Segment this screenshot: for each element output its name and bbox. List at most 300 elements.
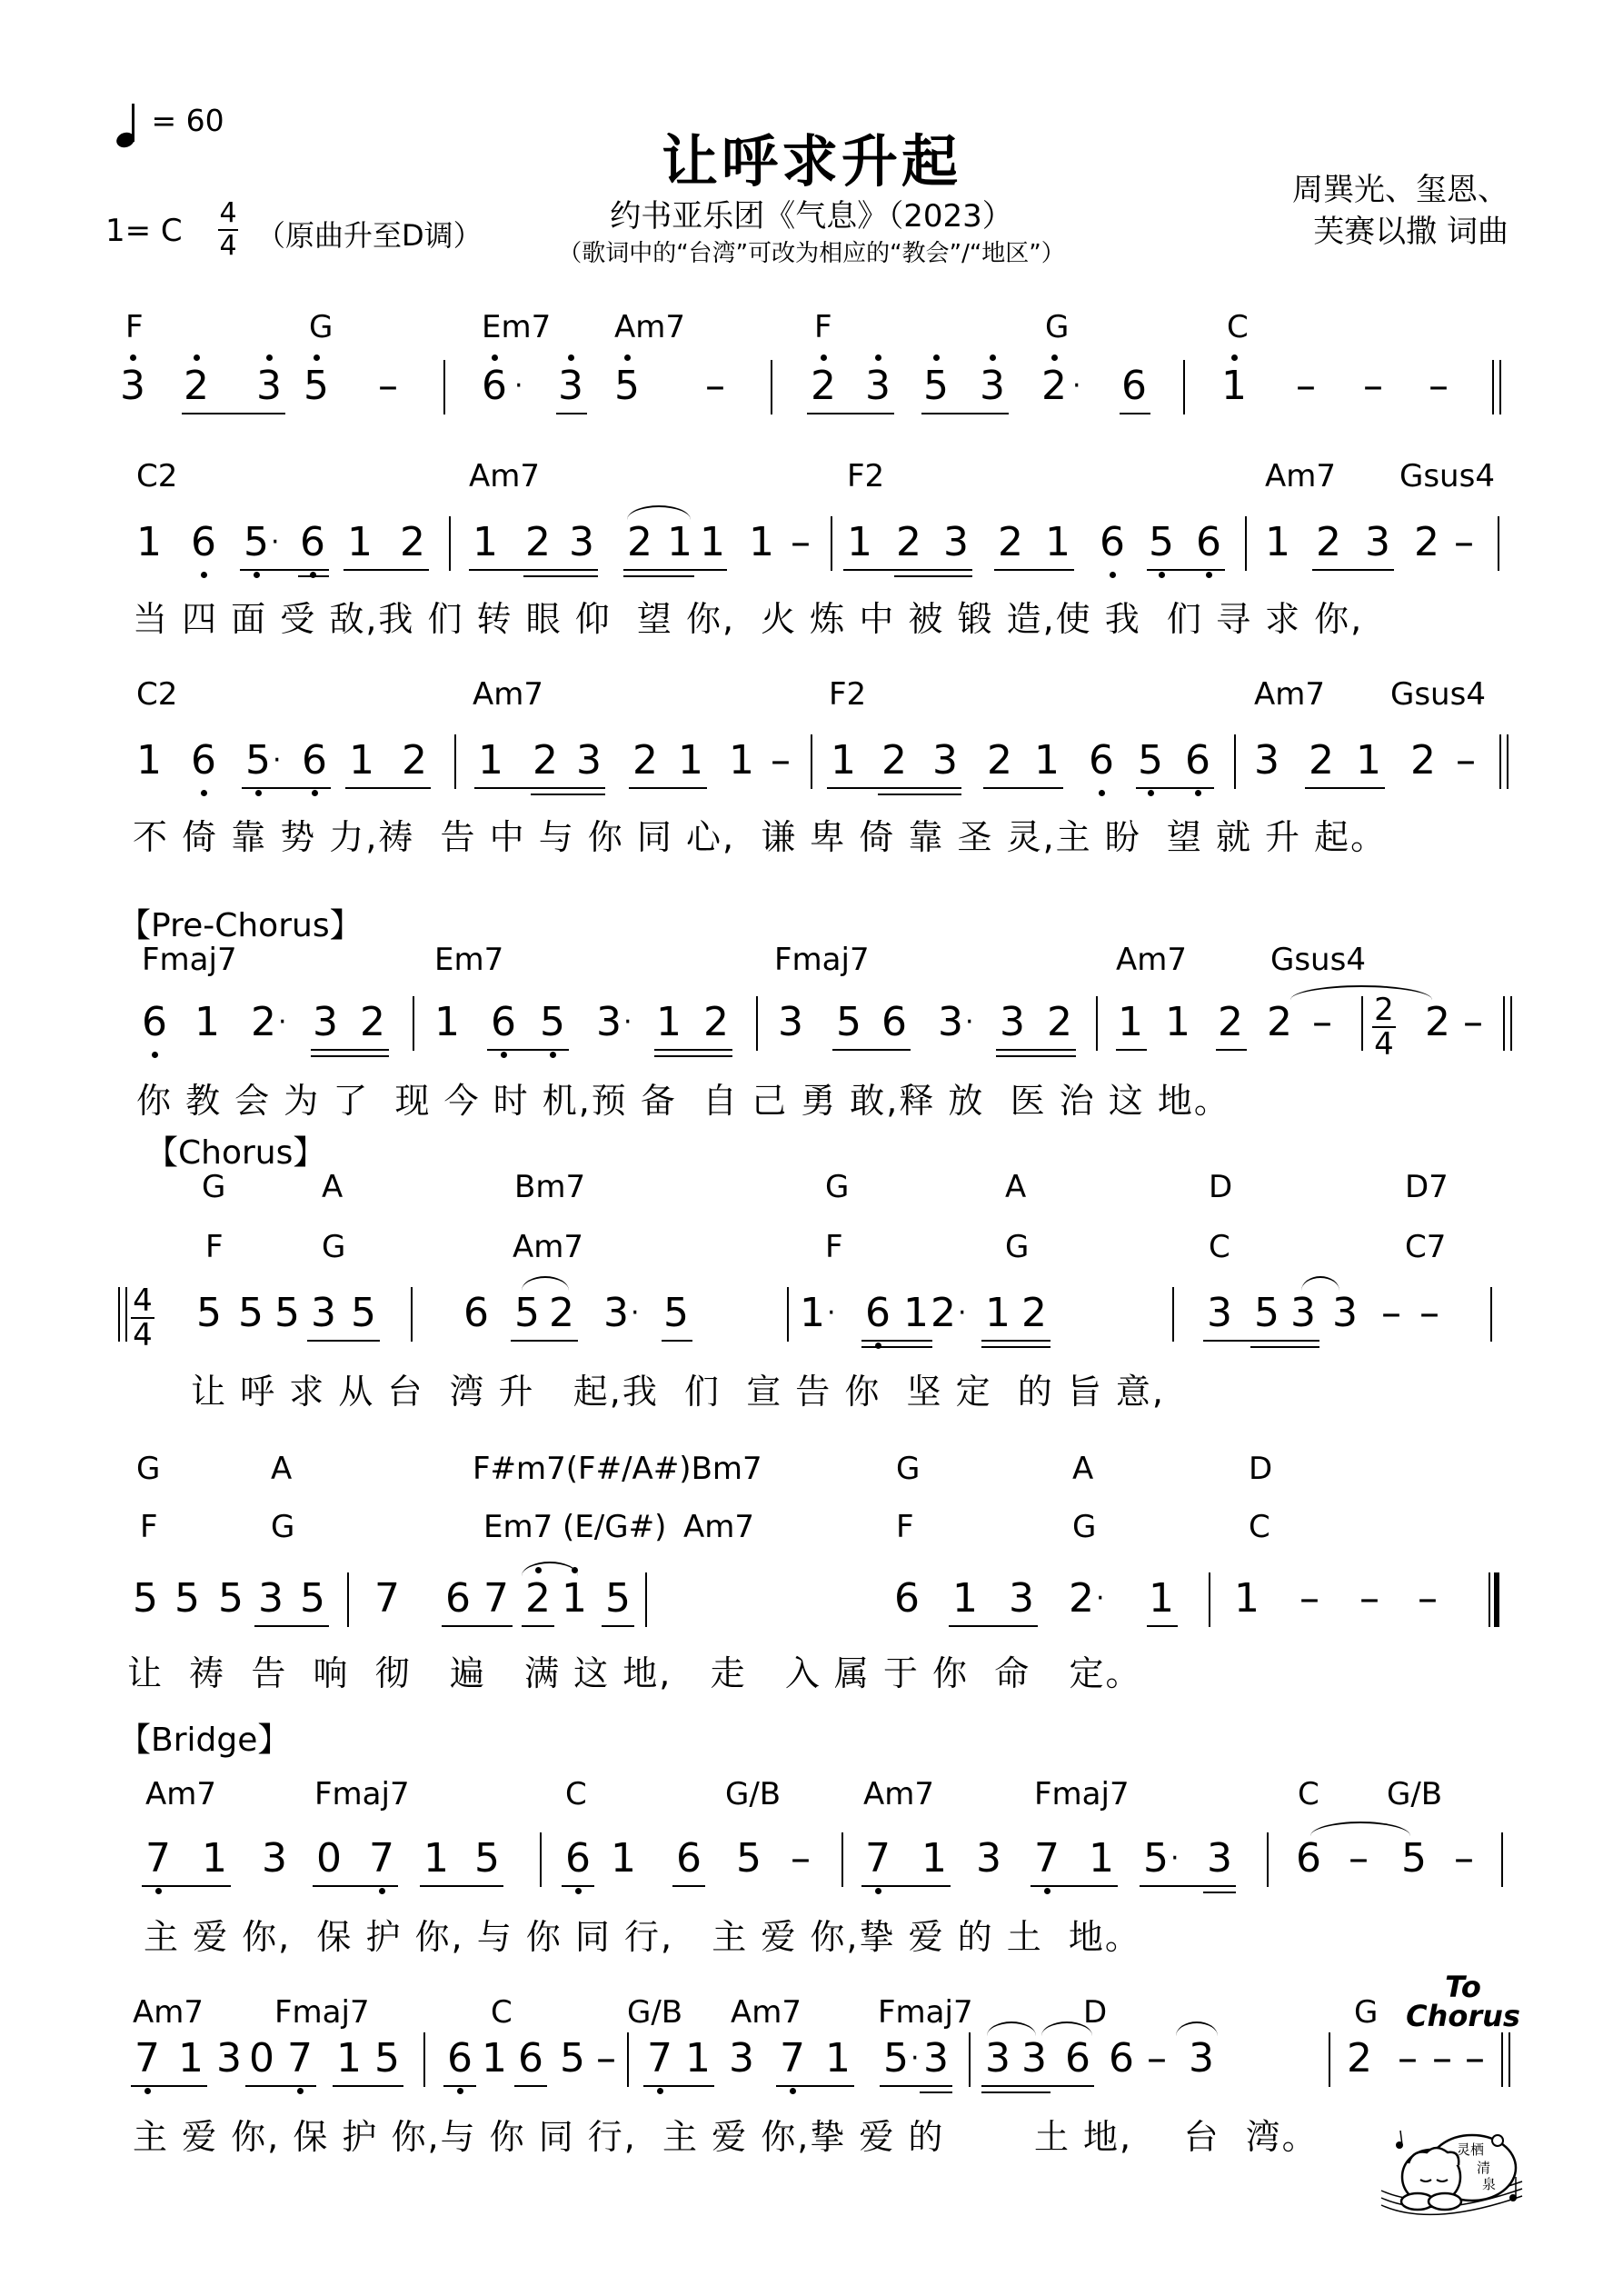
sustain-dash: – [791,1835,811,1882]
note: 0 [316,1835,342,1882]
note: 1 [347,519,373,565]
note: 1 [700,519,725,565]
credits-line-1: 周巽光、玺恩、 [1292,172,1508,208]
note: 5 [736,1835,762,1882]
lyric-syllable: 不 倚 靠 势 力,祷 告 中 与 你 同 心, 谦 卑 倚 靠 圣 灵,主 盼 望 就 升 起。 [133,817,1388,857]
beam-underline [623,575,694,577]
sustain-dash: – [1147,2035,1167,2081]
note: 1 [194,999,220,1045]
chord-symbol: Am7 [683,1509,755,1545]
octave-down-dot [1148,790,1154,796]
note: 3 [554,364,587,409]
note: 5 [1401,1835,1427,1882]
key-signature: 1= C [105,213,183,249]
note: 6 [894,1575,920,1622]
sustain-dash: – [1429,363,1449,409]
chord-symbol: Am7 [1254,676,1326,713]
chord-symbol: Em7 [434,942,504,978]
chord-symbol: G [271,1509,295,1545]
sustain-dash: – [1419,1290,1439,1336]
note: 1 [831,737,856,784]
lyric-syllable: 主 爱 你, 保 护 你, 与 你 同 行, 主 爱 你,挚 爱 的 土 地。 [144,1917,1141,1957]
chord-symbol: Fmaj7 [314,1776,410,1812]
beam-underline [307,1340,380,1342]
chord-symbol: G [1072,1509,1097,1545]
beam-underline [511,1340,578,1342]
note: 6 [463,1290,489,1336]
beam-underline [1250,1346,1319,1348]
barline [1329,2032,1330,2087]
octave-down-dot [1044,1888,1050,1894]
note: 3 [313,999,338,1045]
note: 2 [1414,519,1439,565]
note: 5 [1143,1835,1169,1882]
lyric-note: （歌词中的“台湾”可改为相应的“教会”/“地区”） [558,240,1065,267]
barline [1209,1572,1210,1627]
augmentation-dot: · [958,1297,967,1329]
barline [1234,734,1236,789]
note: 6 [1109,2035,1134,2081]
beam-underline [1305,787,1385,789]
note: 5 [514,1290,540,1336]
note: 6 [296,520,329,565]
chord-symbol: G [309,309,334,345]
barline [756,996,758,1051]
note: 7 [861,1836,894,1882]
note: 1 [558,1576,591,1622]
note: 3 [976,1835,1001,1882]
chord-symbol: F2 [847,458,885,494]
chord-symbol: Fmaj7 [878,1994,973,2031]
note: 2 [1410,737,1436,784]
note: 3 [1365,519,1390,565]
beam-underline [807,413,894,414]
note: 7 [131,2036,164,2081]
note: 7 [1031,1836,1063,1882]
note: 2 [998,519,1023,565]
sheep-logo-icon [1377,2127,1531,2227]
chord-symbol: C2 [136,676,178,713]
note: 1 [749,519,774,565]
credits [1245,169,1508,253]
beam-underline [1203,1892,1236,1893]
beam-underline [562,1885,594,1887]
note: 2 [1267,999,1292,1045]
note: 5 [351,1290,376,1336]
note: 3 [258,1575,284,1622]
octave-up-dot [1051,354,1058,361]
chord-symbol: Bm7 [514,1169,586,1205]
note: 6 [1121,363,1147,409]
octave-down-dot [255,790,262,796]
chord-symbol: C [565,1776,587,1812]
sustain-dash: – [1454,1835,1474,1882]
sustain-dash: – [1432,2035,1452,2081]
beam-underline [1136,787,1214,789]
beam-underline [981,1340,1050,1342]
octave-down-dot [575,1888,582,1894]
svg-text:灵栖: 灵栖 [1457,2141,1485,2158]
watermark-logo [1377,2127,1531,2227]
note: 2 [703,999,729,1045]
note: 6 [676,1835,702,1882]
octave-up-dot [130,354,136,361]
beam-underline [443,2085,476,2087]
chord-symbol: D [1209,1169,1233,1205]
chord-symbol: Em7 (E/G#) [483,1509,667,1545]
note: 5 [240,520,273,565]
barline [645,1572,647,1627]
note: 3 [1207,1290,1232,1336]
octave-down-dot [657,2088,663,2094]
note: 6 [478,364,511,409]
chord-symbol: G [322,1229,346,1265]
beam-underline [514,2085,547,2087]
note: 6 [298,738,331,784]
octave-down-dot [457,2088,463,2094]
beam-underline [254,1625,329,1627]
note: 1 [473,519,498,565]
note: 2 [1347,2035,1372,2081]
note: 5 [536,1000,569,1045]
barline [811,734,812,789]
final-barline [1489,1572,1499,1627]
beam-underline [629,787,707,789]
octave-up-dot [821,354,827,361]
note: 1 [1234,1575,1260,1622]
note: 1 [952,1575,978,1622]
time-sig-bottom: 4 [219,230,237,262]
note: 5 [611,364,643,409]
credits-line-2: 芙赛以撒 词曲 [1313,214,1508,250]
augmentation-dot: · [278,1006,287,1038]
note: 5 [920,364,952,409]
octave-down-dot [1099,790,1105,796]
chord-symbol: G [1005,1229,1030,1265]
note: 6 [187,738,220,784]
barline [443,360,445,414]
note: 1 [178,2035,204,2081]
note: 2 [180,364,213,409]
note: 5 [663,1290,689,1336]
augmentation-dot: · [623,1006,632,1038]
chord-symbol: G/B [1387,1776,1443,1812]
lyric-syllable: 让 祷 告 响 彻 遍 满 这 地, 走 入 属 于 你 命 定。 [127,1653,1142,1693]
note: 1 [1265,519,1290,565]
song-title: 让呼求升起 [661,128,961,195]
beam-underline [776,2085,854,2087]
beam-underline [983,787,1063,789]
octave-up-dot [1231,354,1238,361]
chord-symbol: F [814,309,832,345]
barline [627,2032,629,2087]
barline [411,1287,413,1342]
note: 5 [238,1290,264,1336]
note: 1 [1165,999,1190,1045]
barline [1267,1832,1269,1887]
note: 1 [434,999,460,1045]
note: 2 [402,737,427,784]
note: 2 [1425,999,1450,1045]
note: 5 [605,1575,631,1622]
octave-up-dot [266,354,273,361]
note: 5 [474,1835,500,1882]
note: 3 [1254,737,1279,784]
note: 1 [1118,999,1143,1045]
beam-underline [333,2085,403,2087]
chord-symbol: G/B [627,1994,683,2031]
chord-symbol: Fmaj7 [1034,1776,1130,1812]
lyric-syllable: 当 四 面 受 敌,我 们 转 眼 仰 望 你, 火 炼 中 被 锻 造,使 我 们 寻 求 你, [133,599,1364,639]
barline [1498,516,1499,571]
sustain-dash: – [596,2035,616,2081]
beam-underline [1203,1340,1319,1342]
beam-underline [981,2085,1094,2087]
sustain-dash: – [791,519,811,565]
note: 3 [1207,1835,1232,1882]
chord-symbol: Am7 [1116,942,1188,978]
barline [771,360,772,414]
barline [454,734,456,789]
section-label: 【Chorus】 [145,1134,326,1172]
note: 3 [943,519,969,565]
chord-symbol: F2 [829,676,867,713]
lyric-syllable: 主 爱 你, 保 护 你,与 你 同 行, 主 爱 你,挚 爱 的 土 地, 台 湾。 [133,2117,1319,2157]
octave-down-dot [1195,790,1201,796]
note: 5 [1145,520,1178,565]
note: 5 [1134,738,1167,784]
sustain-dash: – [705,363,725,409]
augmentation-dot: · [1170,1842,1180,1874]
barline [787,1287,789,1342]
note: 1 [1149,1575,1174,1622]
note: 7 [284,2036,316,2081]
beam-underline [242,787,331,789]
beam-underline [311,1049,389,1051]
octave-down-dot [790,2088,796,2094]
octave-up-dot [990,354,996,361]
note: 3 [603,1290,629,1336]
augmentation-dot: · [631,1297,640,1329]
octave-down-dot [379,1888,385,1894]
note: 3 [1189,2035,1214,2081]
beam-underline [861,1346,932,1348]
barline [1172,1287,1174,1342]
note: 5 [218,1575,244,1622]
note: 5 [883,2035,909,2081]
note: 3 [932,737,958,784]
tie-slur [627,505,691,520]
note: 6 [518,2035,543,2081]
note: 5 [242,738,274,784]
beam-underline [531,794,605,795]
beam-underline [861,1340,932,1342]
beam-underline [142,1885,231,1887]
chord-symbol: Em7 [482,309,552,345]
note: 3 [311,1290,336,1336]
octave-up-dot [624,354,631,361]
beam-underline [298,575,329,577]
sustain-dash: – [1381,1290,1401,1336]
augmentation-dot: · [514,370,523,402]
chord-symbol: C [1298,1776,1319,1812]
note: 3 [976,364,1009,409]
chord-symbol: C [491,1994,513,2031]
octave-down-dot [501,1052,507,1058]
chord-symbol: Am7 [133,1994,204,2031]
note: 6 [861,1291,894,1336]
chord-symbol: F [825,1229,843,1265]
chord-symbol: C [1227,309,1249,345]
chord-symbol: D [1249,1451,1273,1487]
beam-underline [245,2085,316,2087]
note: 3 [985,2035,1011,2081]
note: 1 [423,1835,449,1882]
beam-underline [313,1885,398,1887]
beam-underline [662,1340,692,1342]
beam-underline [894,575,972,577]
sustain-dash: – [1359,1575,1379,1622]
octave-down-dot [1206,572,1212,578]
note: 7 [142,1836,174,1882]
note: 6 [1181,738,1214,784]
barline [1501,1832,1503,1887]
note: 2 [896,519,921,565]
note: 5 [560,2035,585,2081]
sustain-dash: – [1299,1575,1319,1622]
time-signature: 4 4 [127,1285,158,1351]
octave-down-dot [254,572,260,578]
beam-underline [345,787,431,789]
chord-symbol: Am7 [1265,458,1337,494]
barline [423,2032,425,2087]
note: 6 [138,1000,171,1045]
chord-symbol: Am7 [469,458,541,494]
octave-up-dot [492,354,498,361]
chord-symbol: A [271,1451,293,1487]
note: 1 [985,1290,1011,1336]
sustain-dash: – [1465,2035,1485,2081]
album-info: 约书亚乐团《气息》（2023） [610,198,1013,235]
note: 3 [778,999,803,1045]
note: 2 [931,1290,956,1336]
note: 2 [881,737,907,784]
barline [413,996,414,1051]
note: 7 [365,1836,398,1882]
note: 3 [1332,1290,1358,1336]
sustain-dash: – [378,363,398,409]
chord-symbol: G/B [725,1776,782,1812]
chord-symbol: Am7 [863,1776,935,1812]
barline [1183,360,1185,414]
double-barline [1501,2032,1510,2087]
chord-symbol: G [202,1169,226,1205]
octave-down-dot [201,790,207,796]
barline [831,516,832,571]
tie-slur [522,1276,569,1291]
note: 1 [1356,737,1381,784]
beam-underline [182,413,285,414]
beam-underline [878,794,961,795]
note: 3 [1021,2035,1047,2081]
augmentation-dot: · [273,744,282,776]
augmentation-dot: · [911,2042,920,2074]
sustain-dash: – [1363,363,1383,409]
note: 2 [632,737,658,784]
note: 6 [443,2036,476,2081]
augmentation-dot: · [965,1006,974,1038]
note: 5 [374,2035,400,2081]
double-barline [1492,360,1501,414]
note: 5 [1254,1290,1279,1336]
octave-down-dot [152,1052,158,1058]
tie-slur [1301,1276,1339,1291]
note: 2 [360,999,385,1045]
sustain-dash: – [1454,519,1474,565]
note: 1 [1034,737,1060,784]
barline [347,1572,349,1627]
note: 1 [921,1835,947,1882]
tie-slur [987,2021,1036,2036]
chord-symbol: Gsus4 [1270,942,1366,978]
chord-symbol: G [825,1169,850,1205]
beam-underline [522,1625,554,1627]
svg-text:泉: 泉 [1482,2176,1497,2192]
barline [1096,996,1098,1051]
note: 5 [836,999,861,1045]
chord-symbol: Am7 [513,1229,584,1265]
chord-symbol: Am7 [731,1994,802,2031]
note: 3 [262,1835,287,1882]
beam-underline [1216,1049,1247,1051]
note: 1 [1089,1835,1114,1882]
lyric-syllable: 让 呼 求 从 台 湾 升 起,我 们 宣 告 你 坚 定 的 旨 意, [191,1372,1165,1412]
beam-underline [654,1055,732,1057]
octave-down-dot [875,1888,881,1894]
augmentation-dot: · [827,1297,836,1329]
beam-underline [981,2091,1050,2093]
beam-underline [487,1049,569,1051]
beam-underline [1140,1885,1236,1887]
chord-symbol: F [140,1509,158,1545]
note: 2 [1069,1575,1094,1622]
note: 1 [656,999,682,1045]
note: 3 [253,364,285,409]
chord-symbol: C [1209,1229,1230,1265]
note: 2 [533,737,558,784]
octave-up-dot [314,354,320,361]
chord-symbol: G [1045,309,1070,345]
octave-down-dot [297,2088,304,2094]
note: 2 [251,999,276,1045]
note: 2 [400,519,425,565]
chord-symbol: D7 [1405,1169,1449,1205]
beam-underline [1116,1049,1147,1051]
note: 3 [1009,1575,1034,1622]
beam-underline [832,1049,911,1051]
note: 3 [1000,999,1025,1045]
sustain-dash: – [1349,1835,1369,1882]
note: 6 [1065,2035,1090,2081]
note: 1 [478,737,503,784]
tie-slur [522,1562,578,1576]
note: 2 [1047,999,1072,1045]
barline [969,2032,971,2087]
sustain-dash: – [1463,999,1483,1045]
beam-underline [921,413,1009,414]
octave-down-dot [550,1052,556,1058]
note: 1 [336,2035,362,2081]
